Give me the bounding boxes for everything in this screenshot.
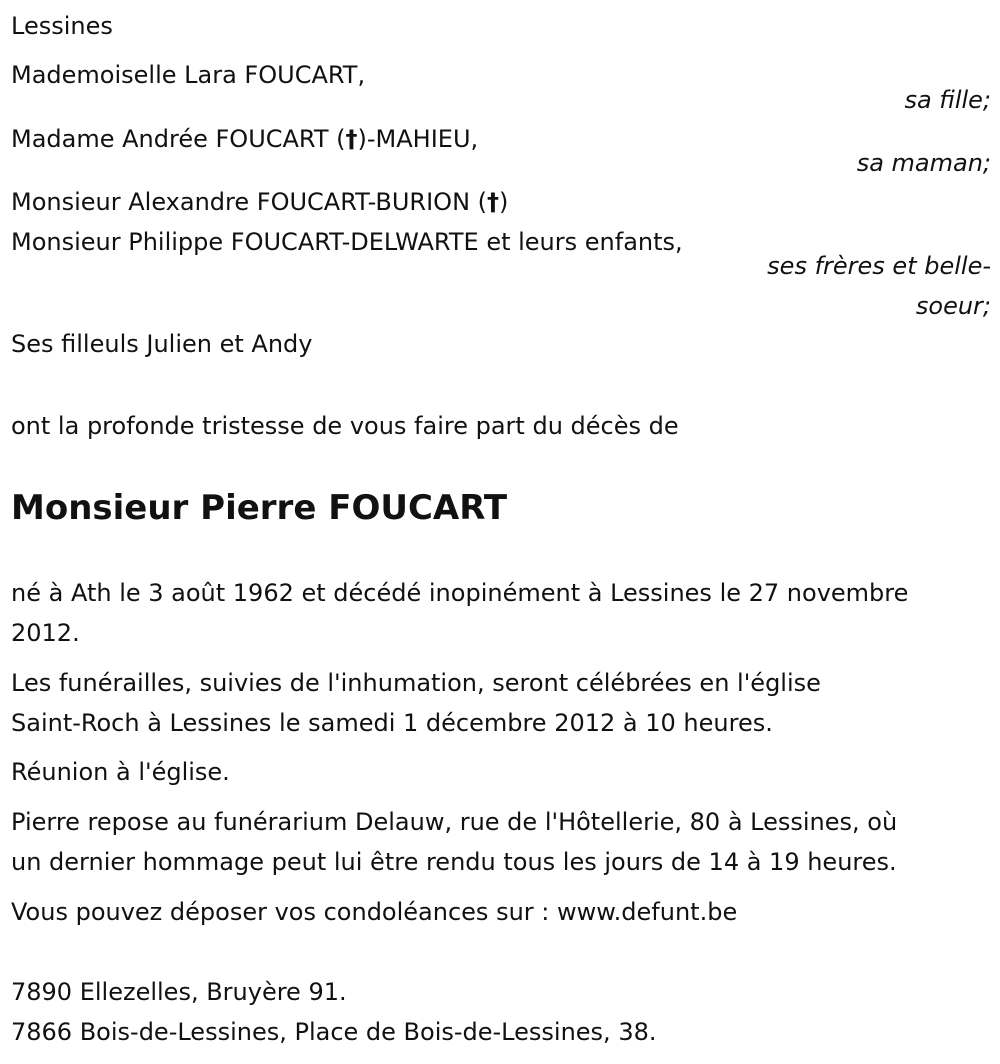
alexandre-name-part1: Monsieur Alexandre FOUCART-BURION ( [11, 188, 488, 216]
godchildren: Ses filleuls Julien et Andy [11, 330, 313, 358]
address-1: 7890 Ellezelles, Bruyère 91. [11, 978, 347, 1006]
relation-siblings-line1: ses frères et belle- [767, 252, 991, 280]
cross-icon: † [487, 188, 500, 216]
mother-name-part2: )-MAHIEU, [357, 125, 479, 153]
alexandre-name-part2: ) [499, 188, 509, 216]
location: Lessines [11, 12, 113, 40]
family-member-brother-alexandre [11, 182, 508, 222]
family-member-mother [11, 119, 478, 159]
deceased-name: Monsieur Pierre FOUCART [11, 488, 508, 528]
birth-death-line-2: 2012. [11, 619, 80, 647]
relation-daughter: sa fille; [904, 86, 991, 114]
cross-icon: † [345, 125, 358, 153]
funeral-home-line-1: Pierre repose au funérarium Delauw, rue de l'Hôtellerie, 80 à Lessines, où [11, 808, 898, 836]
relation-mother: sa maman; [856, 149, 991, 177]
address-2: 7866 Bois-de-Lessines, Place de Bois-de-Lessines, 38. [11, 1018, 657, 1046]
meeting-info: Réunion à l'église. [11, 758, 230, 786]
condolences-info: Vous pouvez déposer vos condoléances sur : www.defunt.be [11, 898, 738, 926]
mother-name-part1: Madame Andrée FOUCART ( [11, 125, 346, 153]
family-member-daughter: Mademoiselle Lara FOUCART, [11, 61, 366, 89]
family-member-brother-philippe: Monsieur Philippe FOUCART-DELWARTE et leurs enfants, [11, 228, 683, 256]
funeral-line-2: Saint-Roch à Lessines le samedi 1 décembre 2012 à 10 heures. [11, 709, 773, 737]
announcement: ont la profonde tristesse de vous faire part du décès de [11, 412, 679, 440]
funeral-line-1: Les funérailles, suivies de l'inhumation, seront célébrées en l'église [11, 669, 821, 697]
funeral-home-line-2: un dernier hommage peut lui être rendu tous les jours de 14 à 19 heures. [11, 848, 897, 876]
birth-death-line-1: né à Ath le 3 août 1962 et décédé inopinément à Lessines le 27 novembre [11, 579, 909, 607]
relation-siblings-line2: soeur; [915, 292, 991, 320]
